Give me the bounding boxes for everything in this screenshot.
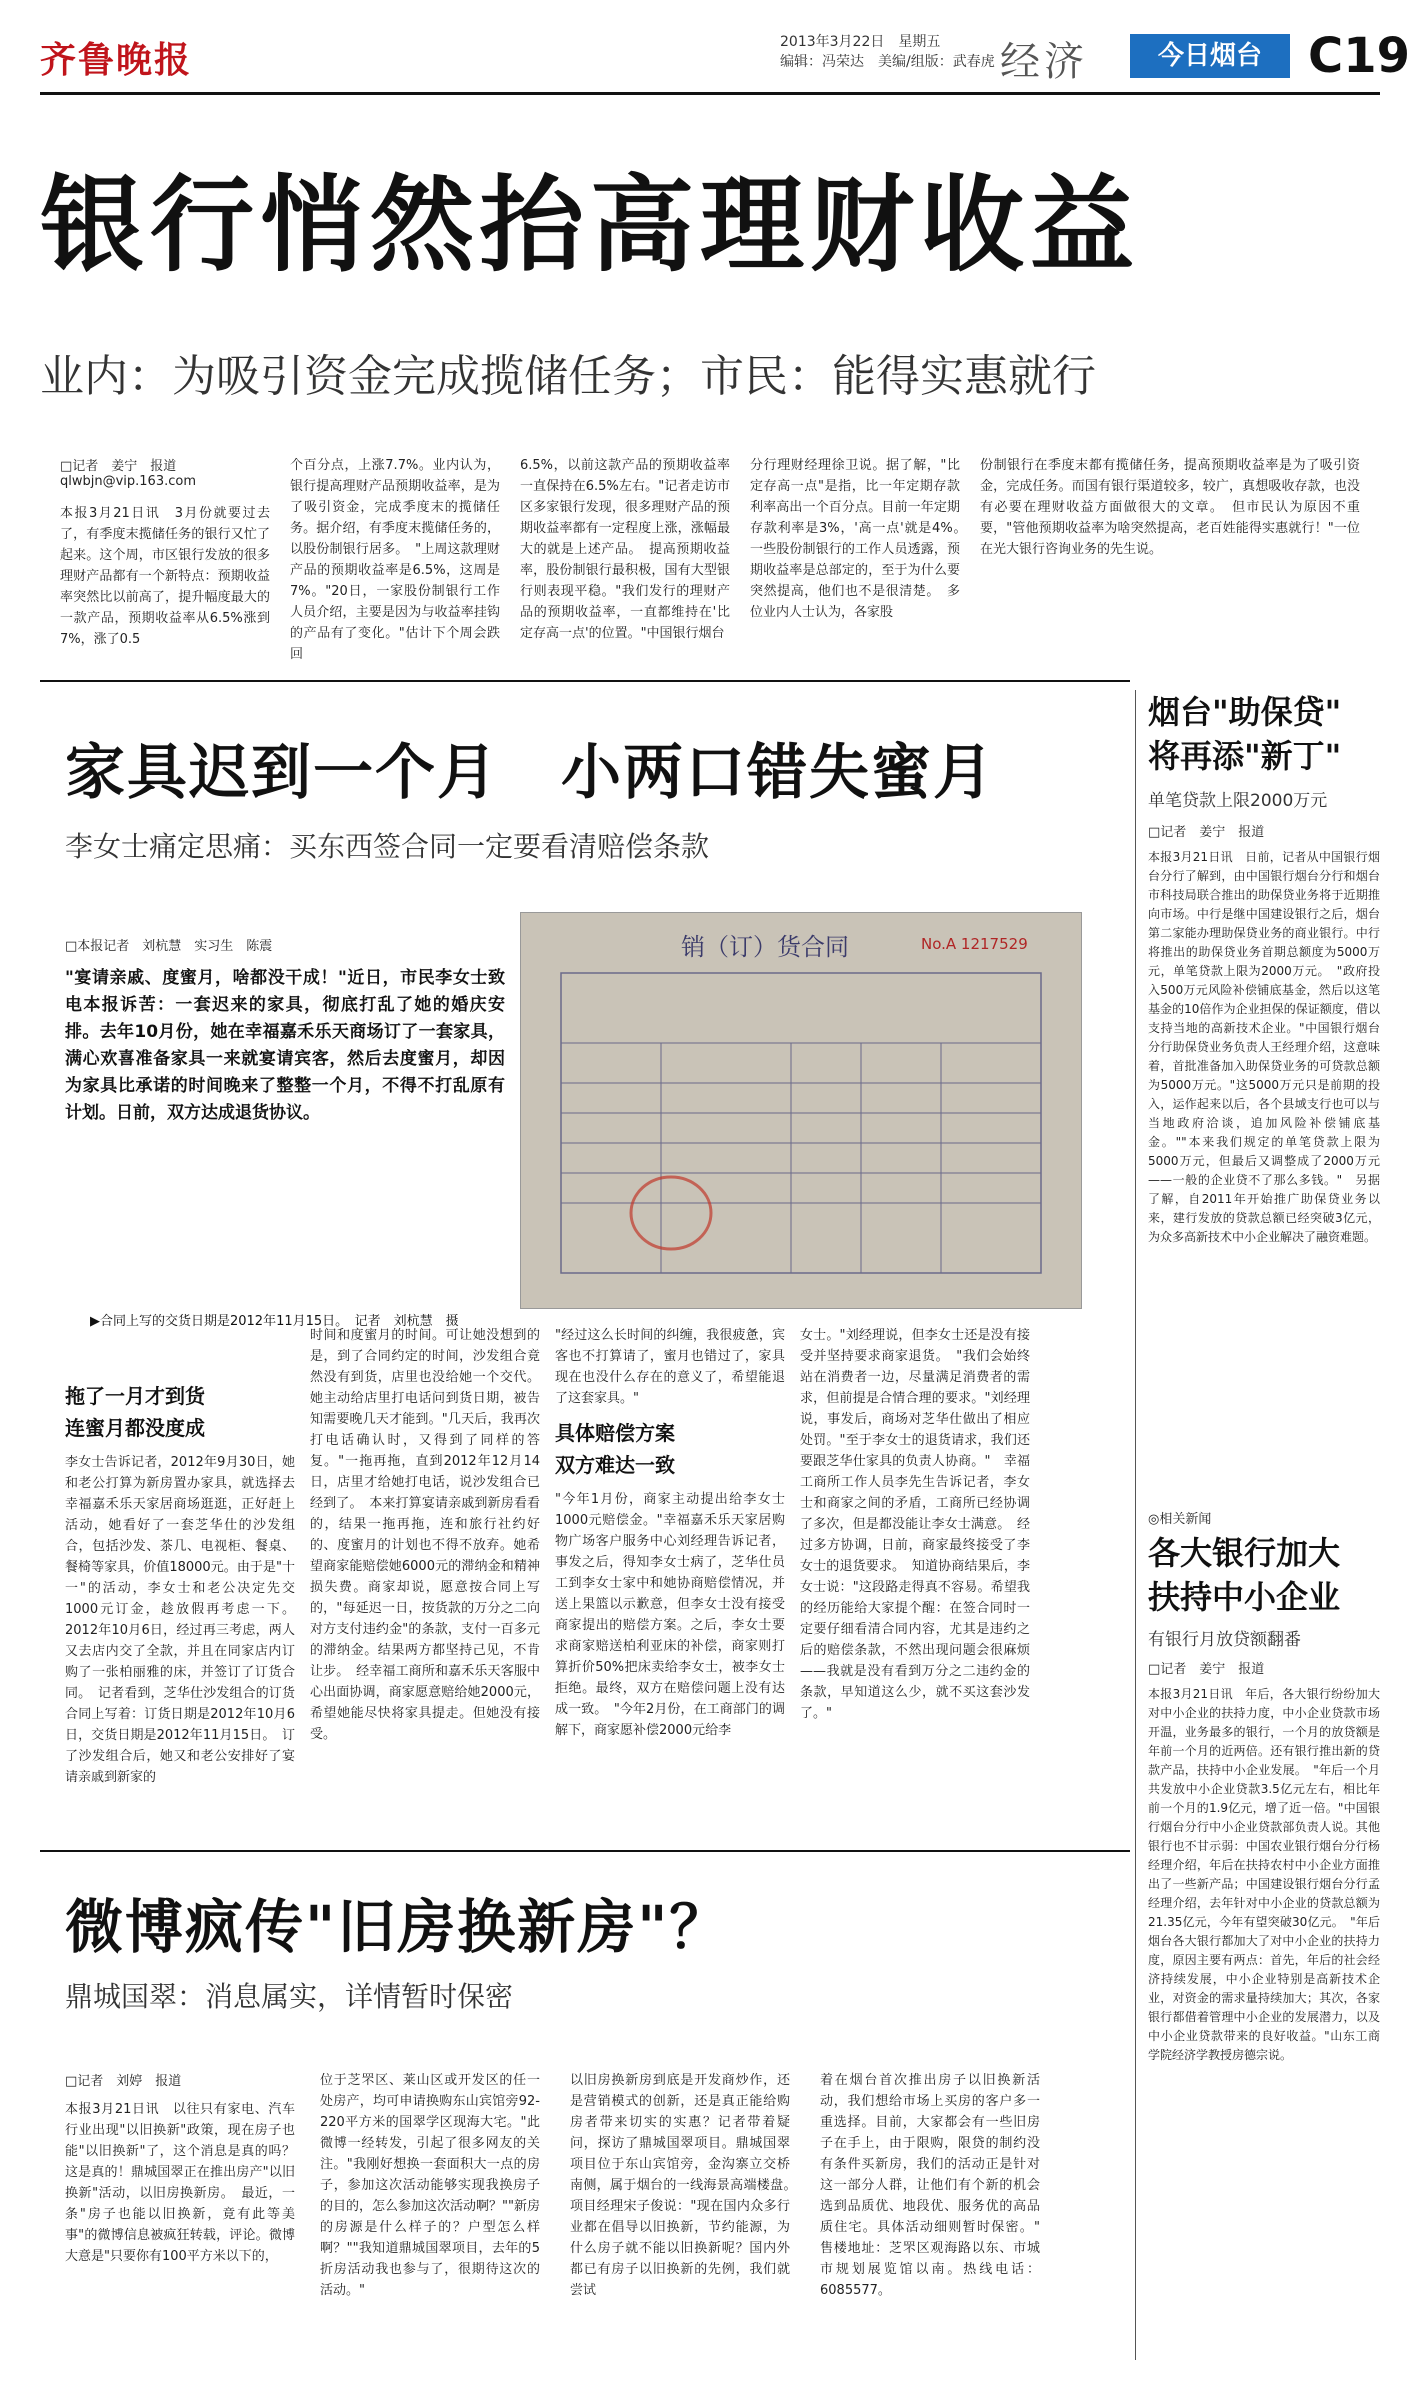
main-subhead: 业内：为吸引资金完成揽储任务；市民：能得实惠就行 xyxy=(40,351,1096,402)
date-info xyxy=(780,32,995,72)
section-tag: 今日烟台 xyxy=(1130,34,1290,78)
story1-col1 xyxy=(60,455,270,650)
issue-date: 2013年3月22日 星期五 xyxy=(780,34,941,50)
editor-credits: 编辑：冯荣达 美编/组版：武春虎 xyxy=(780,54,995,70)
weibo-subhead: 鼎城国翠：消息属实，详情暂时保密 xyxy=(65,1980,514,2013)
contract-grid xyxy=(521,913,1081,1308)
story3-col4: 着在烟台首次推出房子以旧换新活动，我们想给市场上买房的客户多一重选择。目前，大家都会有一些旧房子在手上，由于限购，限贷的制约没有条件买新房，我们的活动正是针对这一部分人群，让他们有个新的机会选到品质优、地段优、服务优的高品质住宅。具体活动细则暂时保密。" 售楼地址：芝罘区观海路以东、市城市规划展览馆以南。热线电话：6085577。 xyxy=(820,2073,1054,2298)
sidebar-subhead: 有银行月放贷额翻番 xyxy=(1148,1630,1301,1650)
related-news-label: ◎相关新闻 xyxy=(1148,1512,1212,1527)
byline: □记者 姜宁 报道 xyxy=(60,459,177,474)
story3-col3: 以旧房换新房到底是开发商炒作，还是营销模式的创新，还是真正能给购房者带来切实的实惠？记者带着疑问，探访了鼎城国翠项目。鼎城国翠项目位于东山宾馆旁，金沟寨立交桥南侧，属于烟台的一线海景高端楼盘。 项目经理宋子俊说："现在国内众多行业都在倡导以旧换新，节约能源，为什么房子就不能以旧换新呢？国内外都已有房子以旧换新的先例，我们就尝试 xyxy=(570,2073,804,2298)
sidebar-subhead: 单笔贷款上限2000万元 xyxy=(1148,791,1328,811)
masthead xyxy=(40,28,1411,86)
furniture-subhead: 李女士痛定思痛：买东西签合同一定要看清赔偿条款 xyxy=(65,830,710,863)
masthead-rule xyxy=(40,92,1380,95)
story3-col2: 位于芝罘区、莱山区或开发区的任一处房产，均可申请换购东山宾馆旁92-220平方米的国翠学区现海大宅。"此微博一经转发，引起了很多网友的关注。"我刚好想换一套面积大一点的房子，参加这次活动能够实现我换房子的目的，怎么参加这次活动啊？""新房的房源是什么样子的？户型怎么样啊？""我知道鼎城国翠项目，去年的5折房活动我也参与了，很期待这次的活动。" xyxy=(320,2073,540,2298)
section-name: 经济 xyxy=(1000,39,1088,85)
furniture-byline: □本报记者 刘杭慧 实习生 陈震 xyxy=(65,939,273,954)
divider xyxy=(40,1850,1130,1852)
photo-caption: ▶合同上写的交货日期是2012年11月15日。 记者 刘杭慧 摄 xyxy=(90,1314,459,1329)
story2-subhead-b: 具体赔偿方案 双方难达一致 xyxy=(555,1421,675,1477)
main-headline: 银行悄然抬高理财收益 xyxy=(40,164,1141,286)
sidebar-loan xyxy=(1148,690,1380,1247)
sidebar-sme xyxy=(1148,1508,1380,2065)
story2-col4: 女士。"刘经理说，但李女士还是没有接受并坚持要求商家退货。 "我们会始终站在消费者一边，尽量满足消费者的需求，但前提是合情合理的要求。"刘经理说，事发后，商场对芝华仕做出了相应处罚。"至于李女士的退货请求，我们还要跟芝华仕家具的负责人协商。" 幸福工商所工作人员李先生告诉记者，李女士和商家之间的矛盾，工商所已经协调了多次，但是都没能让李女士满意。 经过多方协调，日前，商家最终接受了李女士的退货要求。 知道协商结果后，李女士说："这段路走得真不容易。希望我的经历能给大家提个醒：在签合同时一定要仔细看清合同内容，尤其是违约之后的赔偿条款，不然出现问题会很麻烦——我就是没有看到万分之二违约金的条款，早知道这么少，就不买这套沙发了。" xyxy=(800,1328,1030,1721)
article-text: "经过这么长时间的纠缠，我很疲惫，宾客也不打算请了，蜜月也错过了，家具现在也没什么存在的意义了，希望能退了这套家具。" xyxy=(555,1328,785,1406)
page-number: C19 xyxy=(1308,28,1411,84)
story2-subhead-a: 拖了一月才到货 连蜜月都没度成 xyxy=(65,1384,205,1440)
story2-col2: 时间和度蜜月的时间。可让她没想到的是，到了合同约定的时间，沙发组合竟然没有到货，店里也没给她一个交代。她主动给店里打电话问到货日期，被告知需要晚几天才能到。"几天后，我再次打电话确认时，又得到了同样的答复。"一拖再拖，直到2012年12月14日，店里才给她打电话，说沙发组合已经到了。 本来打算宴请亲戚到新房看看的，结果一拖再拖，连和旅行社约好的、度蜜月的计划也不得不放弃。她希望商家能赔偿她6000元的滞纳金和精神损失费。商家却说，愿意按合同上写的，"每延迟一日，按货款的万分之二向对方支付违约金"的条款，支付一百多元的滞纳金。结果两方都坚持己见，不肯让步。 经幸福工商所和嘉禾乐天客服中心出面协调，商家愿意赔给她2000元，希望她能尽快将家具提走。但她没有接受。 xyxy=(310,1328,540,1742)
sidebar-byline: □记者 姜宁 报道 xyxy=(1148,1662,1265,1677)
story1-col4: 分行理财经理徐卫说。据了解，"比定存高一点"是指，比一年定期存款利率高出一个百分点。目前一年定期存款利率是3%，'高一点'就是4%。 一些股份制银行的工作人员透露，预期收益率是总部定的，至于为什么要突然提高，他们也不是很清楚。 多位业内人士认为，各家股 xyxy=(750,458,974,620)
email: qlwbjn@vip.163.com xyxy=(60,474,196,489)
sidebar-body: 本报3月21日讯 日前，记者从中国银行烟台分行了解到，由中国银行烟台分行和烟台市科技局联合推出的助保贷业务将于近期推向市场。中行是继中国建设银行之后，烟台第二家能办理助保贷业务的商业银行。中行将推出的助保贷业务首期总额度为5000万元，单笔贷款上限为2000万元。 "政府投入500万元风险补偿铺底基金，然后以这笔基金的10倍作为企业担保的保证额度，借以支持当地的高新技术企业。"中国银行烟台分行助保贷业务负责人王经理介绍，这意味着，首批准备加入助保贷业务的可贷款总额为5000万元。"这5000万元只是前期的投入，运作起来以后，各个县域支行也可以与当地政府洽谈，追加风险补偿铺底基金。""本来我们规定的单笔贷款上限为5000万元，但最后又调整成了2000万元——一般的企业贷不了那么多钱。" 另据了解，自2011年开始推广助保贷业务以来，建行发放的贷款总额已经突破3亿元，为众多高新技术中小企业解决了融资难题。 xyxy=(1148,850,1380,1244)
story1-col3: 6.5%，以前这款产品的预期收益率一直保持在6.5%左右。"记者走访市区多家银行发现，很多理财产品的预期收益率都有一定程度上涨，涨幅最大的就是上述产品。 提高预期收益率，股份制银行最积极，国有大型银行则表现平稳。"我们发行的理财产品的预期收益率，一直都维持在'比定存高一点'的位置。"中国银行烟台 xyxy=(520,458,730,641)
article-text: 本报3月21日讯 以往只有家电、汽车行业出现"以旧换新"政策，现在房子也能"以旧换新"了，这个消息是真的吗？这是真的！鼎城国翠正在推出房产"以旧换新"活动，以旧房换新房。 最近，一条"房子也能以旧换新，竟有此等美事"的微博信息被疯狂转载，评论。微博大意是"只要你有100平方米以下的， xyxy=(65,2102,295,2264)
article-text: 李女士告诉记者，2012年9月30日，她和老公打算为新房置办家具，就选择去幸福嘉禾乐天家居商场逛逛，正好赶上活动，她看好了一套芝华仕的沙发组合，包括沙发、茶几、电视柜、餐桌、餐椅等家具，价值18000元。由于是"十一"的活动，李女士和老公决定先交1000元订金，趁放假再考虑一下。2012年10月6日，经过再三考虑，两人又去店内交了全款，并且在同家店内订购了一张柏丽雅的床，并签订了订货合同。 记者看到，芝华仕沙发组合的订货合同上写着：订货日期是2012年10月6日，交货日期是2012年11月15日。 订了沙发组合后，她又和老公安排好了宴请亲戚到新家的 xyxy=(65,1455,295,1785)
sidebar-body: 本报3月21日讯 年后，各大银行纷纷加大对中小企业的扶持力度，中小企业贷款市场开温，业务最多的银行，一个月的放贷额是年前一个月的近两倍。还有银行推出新的贷款产品，扶持中小企业发展。 "年后一个月共发放中小企业贷款3.5亿元左右，相比年前一个月的1.9亿元，增了近一倍。"中国银行烟台分行中小企业贷款部负责人说。其他银行也不甘示弱：中国农业银行烟台分行杨经理介绍，年后在扶持农村中小企业方面推出了一些新产品；中国建设银行烟台分行孟经理介绍，去年针对中小企业的贷款总额为21.35亿元，今年有望突破30亿元。 "年后烟台各大银行都加大了对中小企业的扶持力度，原因主要有两点：首先，年后的社会经济持续发展，中小企业特别是高新技术企业，对资金的需求量持续加大；其次，各家银行都借着管理中小企业的发展潜力，以及中小企业贷款带来的良好收益。"山东工商学院经济学教授房德宗说。 xyxy=(1148,1687,1380,2062)
contract-title: 销（订）货合同 xyxy=(681,933,849,961)
article-text: "今年1月份，商家主动提出给李女士1000元赔偿金。"幸福嘉禾乐天家居购物广场客户服务中心刘经理告诉记者，事发之后，得知李女士病了，芝华仕员工到李女士家中和她协商赔偿情况，并送上果篮以示歉意，但李女士没有接受商家提出的赔偿方案。之后，李女士要求商家赔送柏利亚床的补偿，商家则打算折价50%把床卖给李女士，被李女士拒绝。最终，双方在赔偿问题上没有达成一致。 "今年2月份，在工商部门的调解下，商家愿补偿2000元给李 xyxy=(555,1492,785,1738)
divider xyxy=(40,680,1130,682)
contract-photo xyxy=(520,912,1082,1309)
furniture-lead: "宴请亲戚、度蜜月，啥都没干成！"近日，市民李女士致电本报诉苦：一套迟来的家具，彻底打乱了她的婚庆安排。去年10月份，她在幸福嘉禾乐天商场订了一套家具，满心欢喜准备家具一来就宴请宾客，然后去度蜜月，却因为家具比承诺的时间晚来了整整一个月，不得不打乱原有计划。日前，双方达成退货协议。 xyxy=(65,968,505,1123)
sidebar-headline: 烟台"助保贷" 将再添"新丁" xyxy=(1148,693,1342,775)
story2-col3 xyxy=(555,1325,785,1741)
newspaper-logo: 齐鲁晚报 xyxy=(40,39,193,81)
sidebar-byline: □记者 姜宁 报道 xyxy=(1148,825,1265,840)
story3-col1 xyxy=(65,2070,295,2267)
sidebar-headline: 各大银行加大 扶持中小企业 xyxy=(1148,1534,1341,1616)
contract-number: No.A 1217529 xyxy=(921,935,1028,953)
weibo-headline: 微博疯传"旧房换新房"？ xyxy=(65,1893,730,1961)
story1-col5: 份制银行在季度末都有揽储任务，提高预期收益率是为了吸引资金，完成任务。而国有银行渠道较多，较广，真想吸收存款，也没有必要在理财收益方面做很大的文章。 但市民认为原因不重要，"管他预期收益率为啥突然提高，老百姓能得实惠就行！"一位在光大银行咨询业务的先生说。 xyxy=(980,458,1360,557)
story1-col2: 个百分点，上涨7.7%。业内认为，银行提高理财产品预期收益率，是为了吸引资金，完成季度末的揽储任务。据介绍，有季度末揽储任务的，以股份制银行居多。 "上周这款理财产品的预期收益率是6.5%，这周是7%。"20日，一家股份制银行工作人员介绍，主要是因为与收益率挂钩的产品有了变化。"估计下个周会跌回 xyxy=(290,458,500,662)
article-text: 本报3月21日讯 3月份就要过去了，有季度末揽储任务的银行又忙了起来。这个周，市区银行发放的很多理财产品都有一个新特点：预期收益率突然比以前高了，提升幅度最大的一款产品，预期收益率从6.5%涨到7%，涨了0.5 xyxy=(60,506,270,647)
furniture-headline: 家具迟到一个月 小两口错失蜜月 xyxy=(65,738,995,808)
byline: □记者 刘婷 报道 xyxy=(65,2074,182,2089)
story2-col1 xyxy=(65,1380,295,1788)
column-rule xyxy=(1135,690,1136,2360)
